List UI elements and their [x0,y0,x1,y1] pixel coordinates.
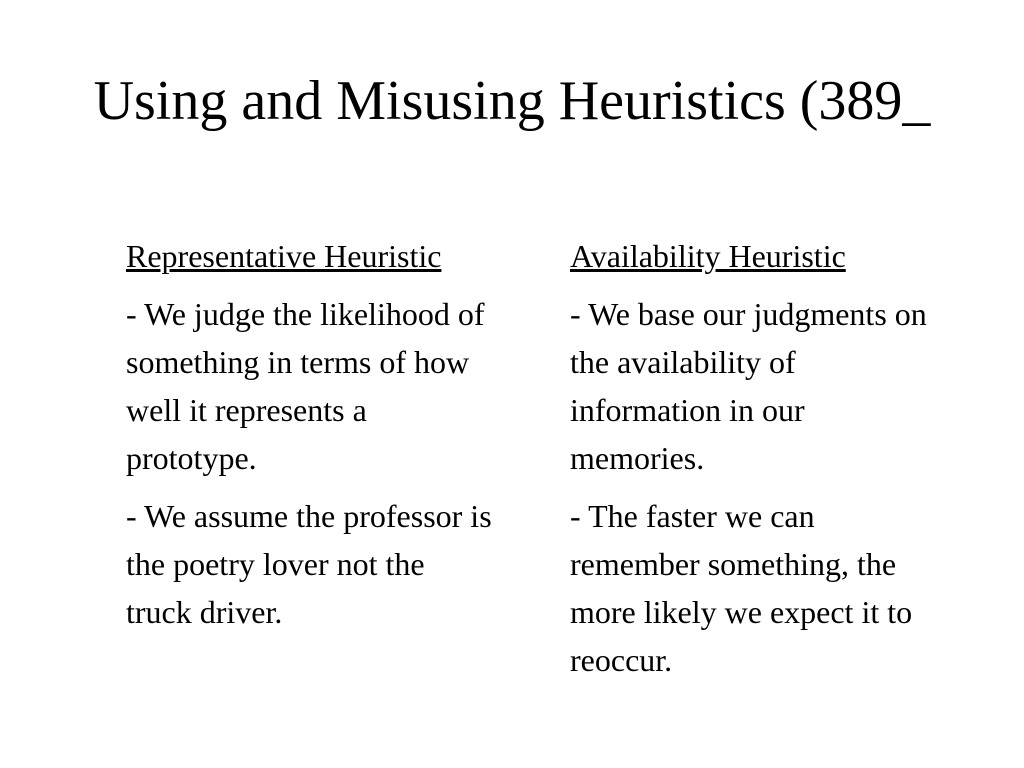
right-column-paragraph: - We base our judgments on the availability of information in our memories. [570,296,927,476]
left-column-heading: Representative Heuristic [126,238,442,274]
slide-title: Using and Misusing Heuristics (389_ [93,70,931,132]
right-column-paragraph: - The faster we can remember something, the more likely we expect it to reoccur. [570,498,913,678]
left-column-paragraph: - We assume the professor is the poetry lover not the truck driver. [126,498,492,630]
right-column-heading: Availability Heuristic [570,238,846,274]
left-column [126,232,496,646]
right-column [570,232,940,694]
left-column-paragraph: - We judge the likelihood of something in terms of how well it represents a prototype. [126,296,485,476]
